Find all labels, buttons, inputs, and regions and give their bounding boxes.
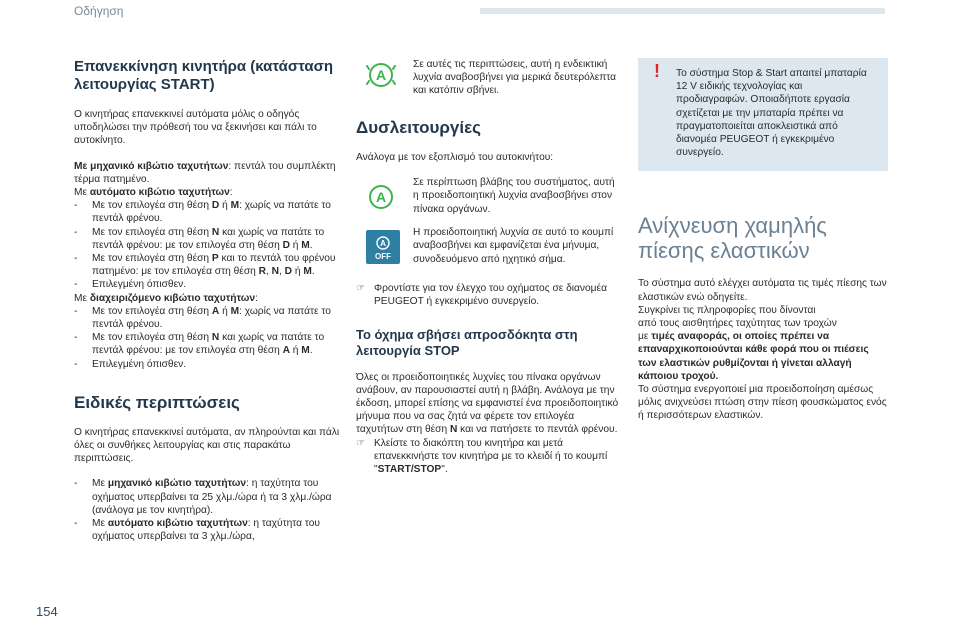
tyre-p4: με τιμές αναφοράς, οι οποίες πρέπει να επαναρχικοποιούνται κάθε φορά που οι πιέσεις των ελαστικών ρυθμίζονται ή γίνεται αλλαγή κάποιου τροχού. bbox=[638, 331, 869, 382]
fault-lamp-icon bbox=[366, 182, 396, 216]
auto-label: αυτόματο κιβώτιο ταχυτήτων bbox=[89, 187, 230, 199]
tyre-p1: Το σύστημα αυτό ελέγχει αυτόματα τις τιμές πίεσης των ελαστικών ενώ οδηγείτε. bbox=[638, 278, 887, 303]
column-2 bbox=[356, 58, 622, 476]
arrow-bullet-icon: ☞ bbox=[356, 437, 365, 449]
battery-warning-box bbox=[638, 58, 888, 171]
tyre-p5: Το σύστημα ενεργοποιεί μια προειδοποίηση αμέσως μόλις ανιχνεύσει πτώση στην πίεση φουσκώματος ενός ή περισσότερων ελαστικών. bbox=[638, 384, 887, 422]
start-stop-label: START/STOP bbox=[377, 464, 442, 476]
off-button-text: Η προειδοποιητική λυχνία σε αυτό το κουμπί αναβοσβήνει και εμφανίζεται ένα μήνυμα, συνοδευόμενο από ηχητικό σήμα. bbox=[413, 227, 614, 265]
stall-title: Το όχημα σβήσει απροσδόκητα στη λειτουργία STOP bbox=[356, 326, 578, 358]
svg-text:A: A bbox=[375, 67, 387, 83]
arrow-bullet-icon: ☞ bbox=[356, 283, 365, 295]
off-button-row bbox=[356, 226, 622, 266]
tyre-p3: από τους αισθητήρες ταχύτητας των τροχών bbox=[638, 318, 837, 330]
column-1 bbox=[74, 58, 340, 543]
special-intro: Ο κινητήρας επανεκκινεί αυτόματα, αν πληρούνται και πάλι όλες οι συνθήκες λειτουργίας και στις παρακάτω περιπτώσεις. bbox=[74, 426, 340, 465]
special-item-1: - Με μηχανικό κιβώτιο ταχυτήτων: η ταχύτητα του οχήματος υπερβαίνει τα 25 χλμ./ώρα ή τα 3 χλμ./ώρα (ανάλογα με τον κινητήρα). bbox=[74, 478, 332, 516]
tyre-p2: Συγκρίνει τις πληροφορίες που δίνονται bbox=[638, 304, 816, 316]
auto-item-4: - Επιλεγμένη όπισθεν. bbox=[74, 279, 187, 291]
running-header: Οδήγηση bbox=[74, 4, 124, 18]
stop-start-lamp-icon bbox=[366, 60, 396, 94]
restart-intro: Ο κινητήρας επανεκκινεί αυτόματα μόλις ο οδηγός υποδηλώσει την πρόθεσή του να ξεκινήσει και πάλι το αυτοκίνητο. bbox=[74, 109, 317, 147]
auto-lamp-row bbox=[356, 58, 622, 98]
fault-lamp-row bbox=[356, 176, 622, 216]
check-note: ☞ Φροντίστε για τον έλεγχο του οχήματος σε διανομέα PEUGEOT ή εγκεκριμένο συνεργείο. bbox=[356, 283, 607, 308]
svg-text:A: A bbox=[380, 239, 386, 249]
header-bar bbox=[480, 8, 885, 14]
tyre-pressure-title: Ανίχνευση χαμηλής πίεσης ελαστικών bbox=[638, 213, 827, 264]
page-number: 154 bbox=[36, 604, 58, 619]
piloted-heading: Με διαχειριζόμενο κιβώτιο ταχυτήτων: bbox=[74, 292, 258, 304]
manual-text: : πεντάλ του συμπλέκτη τέρμα πατημένο. bbox=[74, 160, 336, 185]
stall-note: ☞ Κλείστε το διακόπτη του κινητήρα και μετά επανεκκινήστε τον κινητήρα με το κλειδί ή το κουμπί "START/STOP". bbox=[356, 437, 608, 476]
battery-warning-text: Το σύστημα Stop & Start απαιτεί μπαταρία 12 V ειδικής τεχνολογίας και προδιαγραφών. Οποιαδήποτε εργασία σχετίζεται με την μπαταρία πρέπει να πραγματοποιείται αποκλειστικά από διανομέα PEUGEOT ή εγκεκριμένο συνεργείο. bbox=[676, 68, 867, 159]
auto-heading: Με αυτόματο κιβώτιο ταχυτήτων: bbox=[74, 187, 233, 199]
svg-text:A: A bbox=[375, 189, 387, 206]
warning-exclamation-icon: ! bbox=[654, 61, 660, 81]
auto-item-3: - Με τον επιλογέα στη θέση P και το πεντάλ του φρένου πατημένο: με τον επιλογέα στη θέση R, N, D ή M. bbox=[74, 253, 336, 278]
stall-text: Όλες οι προειδοποιητικές λυχνίες του πίνακα οργάνων ανάβουν, αν παρουσιαστεί αυτή η βλάβη. Ανάλογα με την έκδοση, μπορεί επίσης να εμφανιστεί ένα προειδοποιητικό μήνυμα που να σας ζητά να φέρετε τον επιλογέα ταχυτήτων στη θέση N και να πατήσετε το πεντάλ φρένου. bbox=[356, 371, 619, 436]
piloted-item-1: - Με τον επιλογέα στη θέση A ή M: χωρίς να πατάτε το πεντάλ φρένου. bbox=[74, 305, 331, 331]
restart-title: Επανεκκίνηση κινητήρα (κατάσταση λειτουργίας START) bbox=[74, 58, 334, 93]
manual-label: Με μηχανικό κιβώτιο ταχυτήτων bbox=[74, 160, 229, 172]
piloted-item-2: - Με τον επιλογέα στη θέση N και χωρίς να πατάτε το πεντάλ φρένου: με τον επιλογέα στη θέση A ή M. bbox=[74, 332, 325, 357]
manual-paragraph bbox=[74, 160, 340, 186]
off-label: OFF bbox=[375, 252, 391, 262]
fault-lamp-text: Σε περίπτωση βλάβης του συστήματος, αυτή η προειδοποιητική λυχνία αναβοσβήνει στον πίνακα οργάνων. bbox=[413, 177, 615, 215]
special-item-2: - Με αυτόματο κιβώτιο ταχυτήτων: η ταχύτητα του οχήματος υπερβαίνει τα 3 χλμ./ώρα, bbox=[74, 518, 321, 543]
auto-item-1: - Με τον επιλογέα στη θέση D ή M: χωρίς να πατάτε το πεντάλ φρένου. bbox=[74, 200, 331, 225]
lamp-text: Σε αυτές τις περιπτώσεις, αυτή η ενδεικτική λυχνία αναβοσβήνει για μερικά δευτερόλεπτα και κατόπιν σβήνει. bbox=[413, 59, 617, 97]
special-cases-title: Ειδικές περιπτώσεις bbox=[74, 392, 240, 412]
piloted-item-3: - Επιλεγμένη όπισθεν. bbox=[74, 358, 187, 370]
column-3 bbox=[638, 58, 888, 423]
piloted-label: διαχειριζόμενο κιβώτιο ταχυτήτων bbox=[89, 292, 256, 304]
malfunctions-title: Δυσλειτουργίες bbox=[356, 118, 481, 137]
auto-item-2: - Με τον επιλογέα στη θέση N και χωρίς να πατάτε το πεντάλ φρένου: με τον επιλογέα στη θέση D ή M. bbox=[74, 226, 325, 251]
malfunction-intro: Ανάλογα με τον εξοπλισμό του αυτοκινήτου: bbox=[356, 152, 554, 163]
stop-start-off-button-icon bbox=[366, 230, 400, 268]
